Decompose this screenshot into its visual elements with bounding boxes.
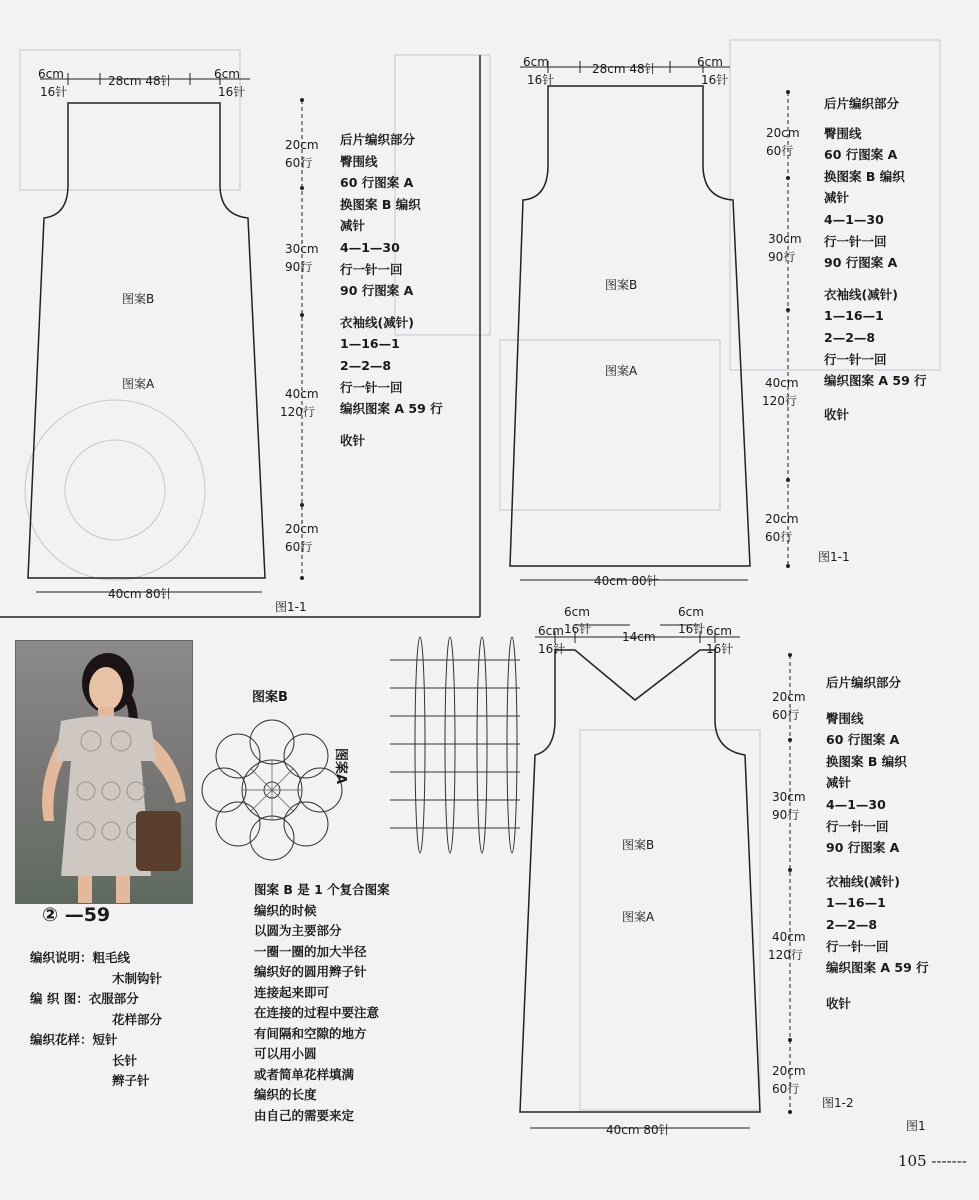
p3-v4: 20cm [772,1064,806,1078]
p1-top-left-cm: 6cm [38,67,64,81]
p2-top-right-cm: 6cm [697,55,723,69]
p3-v3r: 120行 [768,948,803,962]
p1-top-left-st: 16针 [40,85,68,99]
p1-pattern-a: 图案A [122,377,155,391]
p3-neck-mid: 14cm [622,630,656,644]
knitting-notes [30,948,162,1092]
p3-neck-right-st: 16针 [678,622,706,636]
p2-v4: 20cm [765,512,799,526]
note-label: 编织花样： [30,1032,93,1047]
note-value: 辫子针 [112,1073,150,1088]
p1-v2r: 90行 [285,260,313,274]
garment-outline-2 [510,86,750,566]
p3-v2r: 90行 [772,808,800,822]
p2-bottom: 40cm 80针 [594,574,659,588]
p1-v3r: 120行 [280,405,315,419]
p2-top-left-cm: 6cm [523,55,549,69]
p3-v2: 30cm [772,790,806,804]
p2-v4r: 60行 [765,530,793,544]
p1-v4: 20cm [285,522,319,536]
p3-pattern-a: 图案A [622,910,655,924]
garment-outline-3 [520,650,760,1112]
p2-v3r: 120行 [762,394,797,408]
p2-v2r: 90行 [768,250,796,264]
p2-pattern-a: 图案A [605,364,638,378]
p2-instructions: 后片编织部分 臀围线 60 行图案 A 换图案 B 编织 减针 4—1—30 行一针一回 90 行图案 A 衣袖线(减针) 1—16—1 2—2—8 行一针一回 编织图案 A 59 行 收针 [824,96,927,422]
p1-top-right-st: 16针 [218,85,246,99]
p1-v4r: 60行 [285,540,313,554]
p2-top-right-st: 16针 [701,73,729,87]
p1-v1: 20cm [285,138,319,152]
p3-top-right-cm: 6cm [706,624,732,638]
p1-top-right-cm: 6cm [214,67,240,81]
p1-fig: 图1-1 [275,600,307,614]
garment-outline-1 [28,103,265,578]
p2-fig: 图1-1 [818,550,850,564]
p1-pattern-b: 图案B [122,292,155,306]
p3-v3: 40cm [772,930,806,944]
p1-v1r: 60行 [285,156,313,170]
pattern-a-label: 图案A [333,748,348,785]
p1-v2: 30cm [285,242,319,256]
p3-instructions: 后片编织部分 臀围线 60 行图案 A 换图案 B 编织 减针 4—1—30 行一针一回 90 行图案 A 衣袖线(减针) 1—16—1 2—2—8 行一针一回 编织图案 A 59 行 收针 [826,675,929,1011]
p1-top-mid: 28cm 48针 [108,74,173,88]
p2-v1r: 60行 [766,144,794,158]
p3-v4r: 60行 [772,1082,800,1096]
p1-v3: 40cm [285,387,319,401]
note-value: 衣服部分 [88,991,139,1006]
note-value: 木制钩针 [112,970,163,986]
p3-bottom: 40cm 80针 [606,1123,671,1137]
p3-fig-main: 图1 [906,1119,926,1133]
p3-top-left-st: 16针 [538,642,566,656]
product-code: ② —59 [42,904,111,926]
note-value: 长针 [112,1052,138,1068]
note-value: 短针 [92,1032,118,1047]
p1-bottom: 40cm 80针 [108,587,173,601]
page-number: 105 ------- [898,1152,967,1170]
p3-v1: 20cm [772,690,806,704]
p2-v1: 20cm [766,126,800,140]
p2-top-left-st: 16针 [527,73,555,87]
p3-neck-left-st: 16针 [564,622,592,636]
note-value: 粗毛线 [92,950,131,965]
p2-top-mid: 28cm 48针 [592,62,657,76]
pattern-b-description: 图案 B 是 1 个复合图案 编织的时候 以圆为主要部分 一圈一圈的加大半径 编织好的圆用辫子针 连接起来即可 在连接的过程中要注意 有间隔和空隙的地方 可以用小圆 或者简单花样填满 编织的长度 由自己的需要来定 [254,882,390,1123]
note-value: 花样部分 [112,1011,163,1027]
p1-instructions: 后片编织部分 臀围线 60 行图案 A 换图案 B 编织 减针 4—1—30 行一针一回 90 行图案 A 衣袖线(减针) 1—16—1 2—2—8 行一针一回 编织图案 A 59 行 收针 [340,132,443,448]
p3-neck-left-cm: 6cm [564,605,590,619]
p3-fig: 图1-2 [822,1096,854,1110]
model-photo [15,640,193,904]
pattern-b-title: 图案B [252,690,288,705]
p3-top-right-st: 16针 [706,642,734,656]
p2-pattern-b: 图案B [605,278,638,292]
p2-v2: 30cm [768,232,802,246]
note-label: 编织说明： [30,950,93,965]
note-label: 编 织 图： [30,991,89,1006]
p3-top-left-cm: 6cm [538,624,564,638]
pattern-a-chart [390,637,520,853]
p3-pattern-b: 图案B [622,838,655,852]
p3-neck-right-cm: 6cm [678,605,704,619]
p2-v3: 40cm [765,376,799,390]
p3-v1r: 60行 [772,708,800,722]
